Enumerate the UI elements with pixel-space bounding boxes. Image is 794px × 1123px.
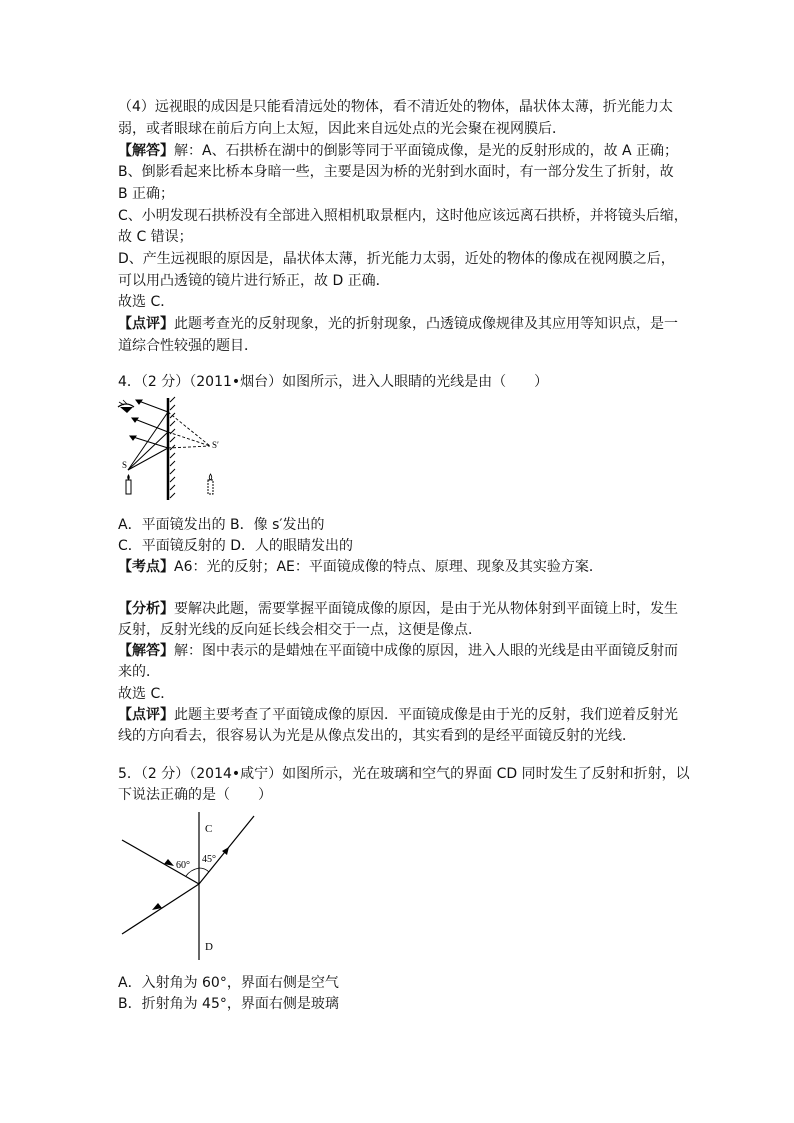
kaodian-line	[118, 557, 603, 577]
question-5-stem: 5．（2 分）（2014•咸宁）如图所示，光在玻璃和空气的界面 CD 同时发生了反射和折射，以	[118, 766, 690, 782]
eye-icon	[118, 400, 134, 413]
comment-line	[118, 314, 678, 334]
text-line: 故 C 错误；	[118, 229, 193, 245]
text: 此题考查光的反射现象，光的折射现象，凸透镜成像规律及其应用等知识点，是一	[174, 316, 678, 332]
text-line: 线的方向看去，很容易认为光是从像点发出的，其实看到的是经平面镜反射的光线．	[118, 728, 636, 744]
candle-object	[126, 474, 131, 494]
question-4-stem: 4．（2 分）（2011•烟台）如图所示，进入人眼睛的光线是由（ ）	[118, 374, 549, 390]
analysis-line	[118, 599, 678, 619]
comment-line	[118, 705, 678, 725]
answer-choice-line: 故选 C．	[118, 294, 175, 310]
answer-choice-line: 故选 C．	[118, 686, 175, 702]
text-line: C、小明发现石拱桥没有全部进入照相机取景框内，这时他应该远离石拱桥，并将镜头后缩，	[118, 208, 688, 224]
answer-line	[118, 141, 678, 161]
text-line: D、产生远视眼的原因是，晶状体太薄，折光能力太弱，近处的物体的像成在视网膜之后，	[118, 251, 675, 267]
angle-45-label: 45°	[202, 854, 216, 865]
text-line: B、倒影看起来比桥本身暗一些，主要是因为桥的光射到水面时，有一部分发生了折射，故	[118, 164, 674, 180]
text-line: 道综合性较强的题目．	[118, 338, 258, 354]
light-rays	[128, 400, 168, 470]
section-tag: 【点评】	[118, 707, 174, 723]
section-tag: 【解答】	[118, 143, 174, 159]
option-b: B．折射角为 45°，界面右侧是玻璃	[118, 996, 339, 1012]
section-tag: 【解答】	[118, 643, 174, 659]
label-c: C	[205, 823, 213, 835]
option-cd: C．平面镜反射的 D．人的眼睛发出的	[118, 538, 354, 554]
text-line: （4）远视眼的成因是只能看清远处的物体，看不清近处的物体，晶状体太薄，折光能力太	[118, 99, 673, 115]
label-s: S	[122, 460, 128, 470]
text-line: 可以用凸透镜的镜片进行矫正，故 D 正确．	[118, 273, 390, 289]
text-line: 弱，或者眼球在前后方向上太短，因此来自远处点的光会聚在视网膜后．	[118, 121, 566, 137]
incident-ray	[122, 884, 199, 934]
answer-line	[118, 641, 678, 661]
text: 解：图中表示的是蜡烛在平面镜中成像的原因，进入人眼的光线是由平面镜反射而	[174, 643, 678, 659]
text-line: 来的．	[118, 664, 160, 680]
text: 解：A、石拱桥在湖中的倒影等同于平面镜成像，是光的反射形成的，故 A 正确；	[174, 143, 679, 159]
text-line: B 正确；	[118, 186, 175, 202]
option-a: A．入射角为 60°，界面右侧是空气	[118, 975, 339, 991]
option-ab: A．平面镜发出的 B．像 s′发出的	[118, 517, 325, 533]
text: A6：光的反射；AE：平面镜成像的特点、原理、现象及其实验方案．	[174, 559, 603, 575]
label-d: D	[205, 941, 213, 953]
label-s-prime: S′	[212, 440, 219, 450]
question-5-stem-cont: 下说法正确的是（ ）	[118, 787, 272, 803]
text-line: 反射，反射光线的反向延长线会相交于一点，这便是像点．	[118, 622, 482, 638]
section-tag: 【分析】	[118, 601, 174, 617]
text: 要解决此题，需要掌握平面镜成像的原因，是由于光从物体射到平面镜上时，发生	[174, 601, 678, 617]
q4-mirror-figure	[116, 396, 228, 504]
section-tag: 【点评】	[118, 316, 174, 332]
section-tag: 【考点】	[118, 559, 174, 575]
angle-60-label: 60°	[176, 860, 190, 871]
q5-refraction-figure	[116, 810, 266, 966]
candle-image	[208, 474, 213, 494]
text: 此题主要考查了平面镜成像的原因．平面镜成像是由于光的反射，我们逆着反射光	[174, 707, 678, 723]
